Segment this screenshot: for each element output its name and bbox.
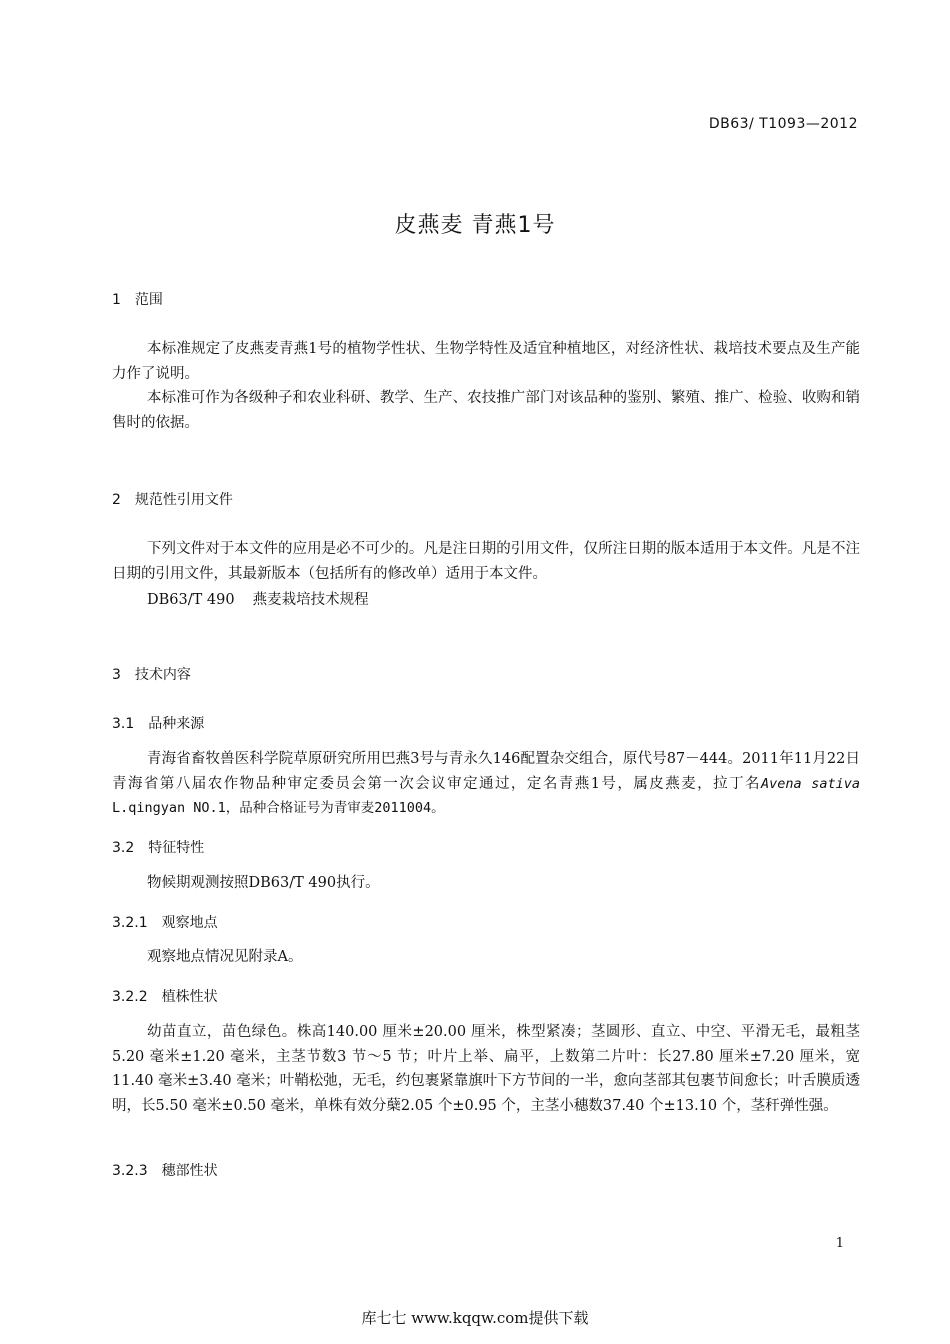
section-number: 3.2	[112, 840, 135, 856]
section-number: 1	[112, 292, 121, 308]
section-2-paragraph: 下列文件对于本文件的应用是必不可少的。凡是注日期的引用文件，仅所注日期的版本适用于本文件。凡是不注日期的引用文件，其最新版本（包括所有的修改单）适用于本文件。	[112, 541, 860, 582]
section-number: 3.2.1	[112, 915, 148, 931]
section-number: 3	[112, 667, 121, 683]
variety-code-text: L.qingyan NO.1，品种合格证号为青审麦2011004。	[112, 800, 445, 816]
section-number: 3.2.3	[112, 1163, 148, 1179]
section-3-1-heading	[112, 713, 204, 733]
reference-code: DB63/T 490	[147, 592, 235, 608]
footer-watermark: 库七七 www.kqqw.com提供下载	[361, 1309, 589, 1327]
section-title: 观察地点	[161, 915, 218, 931]
reference-title: 燕麦栽培技术规程	[252, 592, 369, 608]
section-3-2-3-heading	[112, 1160, 218, 1180]
section-title: 技术内容	[134, 667, 191, 683]
section-3-2-1-heading	[112, 912, 218, 932]
section-3-2-heading	[112, 837, 204, 857]
section-title: 范围	[134, 292, 163, 308]
section-3-2-paragraph: 物候期观测按照DB63/T 490执行。	[147, 875, 380, 891]
section-number: 3.2.2	[112, 989, 148, 1005]
section-title: 品种来源	[148, 716, 205, 732]
section-title: 植株性状	[161, 989, 218, 1005]
document-title: 皮燕麦 青燕1号	[394, 213, 556, 238]
latin-name: Avena sativa	[760, 775, 860, 792]
section-3-2-2-heading	[112, 986, 218, 1006]
section-number: 2	[112, 492, 121, 508]
section-title: 穗部性状	[161, 1163, 218, 1179]
normative-reference	[147, 588, 369, 609]
section-1-paragraph-2: 本标准可作为各级种子和农业科研、教学、生产、农技推广部门对该品种的鉴别、繁殖、推广、检验、收购和销售时的依据。	[112, 390, 860, 431]
page-number: 1	[835, 1236, 844, 1251]
section-3-heading	[112, 664, 191, 684]
section-title: 规范性引用文件	[134, 492, 233, 508]
section-3-2-2-paragraph: 幼苗直立，苗色绿色。株高140.00 厘米±20.00 厘米，株型紧凑；茎圆形、直立、中空、平滑无毛，最粗茎5.20 毫米±1.20 毫米，主茎节数3 节～5 节；叶片上举、扁平，上数第二片叶：长27.80 厘米±7.20 厘米，宽11.40 毫米±3.40 毫米；叶鞘松弛，无毛，约包裹紧靠旗叶下方节间的一半，愈向茎部其包裹节间愈长；叶舌膜质透明，长5.50 毫米±0.50 毫米，单株有效分蘖2.05 个±0.95 个，主茎小穗数37.40 个±13.10 个，茎秆弹性强。	[112, 1024, 860, 1114]
document-code: DB63/ T1093—2012	[708, 116, 858, 132]
section-title: 特征特性	[148, 840, 205, 856]
section-3-1-paragraph	[112, 747, 860, 821]
variety-origin-text: 青海省畜牧兽医科学院草原研究所用巴燕3号与青永久146配置杂交组合，原代号87－444。2011年11月22日青海省第八届农作物品种审定委员会第一次会议审定通过，定名青燕1号，属皮燕麦，拉丁名	[112, 751, 860, 792]
section-1-paragraph-1: 本标准规定了皮燕麦青燕1号的植物学性状、生物学特性及适宜种植地区，对经济性状、栽培技术要点及生产能力作了说明。	[112, 341, 860, 382]
section-3-2-1-paragraph: 观察地点情况见附录A。	[147, 949, 303, 965]
section-1-heading	[112, 289, 163, 309]
section-number: 3.1	[112, 716, 135, 732]
section-2-heading	[112, 489, 233, 509]
